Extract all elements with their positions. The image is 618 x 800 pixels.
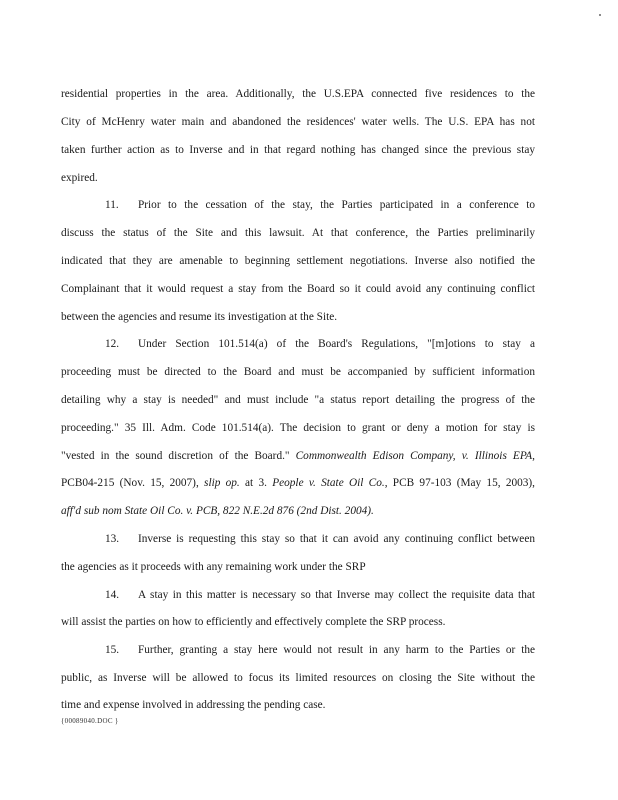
text-line: City of McHenry water main and abandoned the residences' water wells. The U.S. EPA has not [61, 116, 535, 128]
text-span: Prior to the cessation of the stay, the Parties participated in a conference to [138, 199, 535, 211]
paragraph-12-first-line [105, 337, 535, 351]
text-line: will assist the parties on how to efficiently and effectively complete the SRP process. [61, 616, 446, 628]
text-span: Inverse is requesting this stay so that it can avoid any continuing conflict between [138, 533, 535, 545]
text-span: A stay in this matter is necessary so that Inverse may collect the requisite data that [138, 589, 535, 601]
text-line: the agencies as it proceeds with any remaining work under the SRP [61, 561, 366, 573]
text-span: "vested in the sound discretion of the Board." [61, 450, 290, 462]
scan-speck [599, 14, 601, 16]
text-span: , PCB 97-103 (May 15, 2003), [384, 477, 535, 489]
text-line: discuss the status of the Site and this lawsuit. At that conference, the Parties preliminarily [61, 227, 535, 239]
paragraph-number: 12. [105, 338, 120, 350]
paragraph-number: 15. [105, 644, 120, 656]
text-span: Under Section 101.514(a) of the Board's Regulations, "[m]otions to stay a [138, 338, 535, 350]
text-line [61, 476, 535, 490]
paragraph-number: 14. [105, 589, 120, 601]
document-footer-id: {00089040.DOC } [61, 717, 119, 725]
text-span: Further, granting a stay here would not result in any harm to the Parties or the [138, 644, 535, 656]
text-line: public, as Inverse will be allowed to focus its limited resources on closing the Site without the [61, 672, 535, 684]
text-line: taken further action as to Inverse and in that regard nothing has changed since the previous stay [61, 144, 535, 156]
case-citation: Commonwealth Edison Company, v. Illinois EPA, [295, 450, 535, 462]
text-line: aff'd sub nom State Oil Co. v. PCB, 822 N.E.2d 876 (2nd Dist. 2004). [61, 505, 374, 517]
text-line: proceeding." 35 Ill. Adm. Code 101.514(a). The decision to grant or deny a motion for stay is [61, 422, 535, 434]
text-line: residential properties in the area. Additionally, the U.S.EPA connected five residences to the [61, 88, 535, 100]
paragraph-number: 11. [105, 199, 119, 211]
text-span: PCB04-215 (Nov. 15, 2007), [61, 477, 205, 489]
text-line [61, 449, 535, 463]
text-line: proceeding must be directed to the Board and must be accompanied by sufficient information [61, 366, 535, 378]
text-line: indicated that they are amenable to beginning settlement negotiations. Inverse also notified the [61, 255, 535, 267]
slip-op: slip op. [204, 477, 240, 489]
case-citation: People v. State Oil Co. [272, 477, 385, 489]
text-line: expired. [61, 172, 98, 184]
text-line: time and expense involved in addressing the pending case. [61, 699, 326, 711]
text-span: at 3. [239, 477, 267, 489]
paragraph-number: 13. [105, 533, 120, 545]
paragraph-14-first-line [105, 588, 535, 602]
paragraph-13-first-line [105, 532, 535, 546]
text-line: between the agencies and resume its investigation at the Site. [61, 311, 338, 323]
paragraph-15-first-line [105, 643, 535, 657]
text-line: detailing why a stay is needed" and must include "a status report detailing the progress of the [61, 394, 535, 406]
text-line: Complainant that it would request a stay from the Board so it could avoid any continuing conflict [61, 283, 535, 295]
paragraph-11-first-line [105, 198, 535, 212]
